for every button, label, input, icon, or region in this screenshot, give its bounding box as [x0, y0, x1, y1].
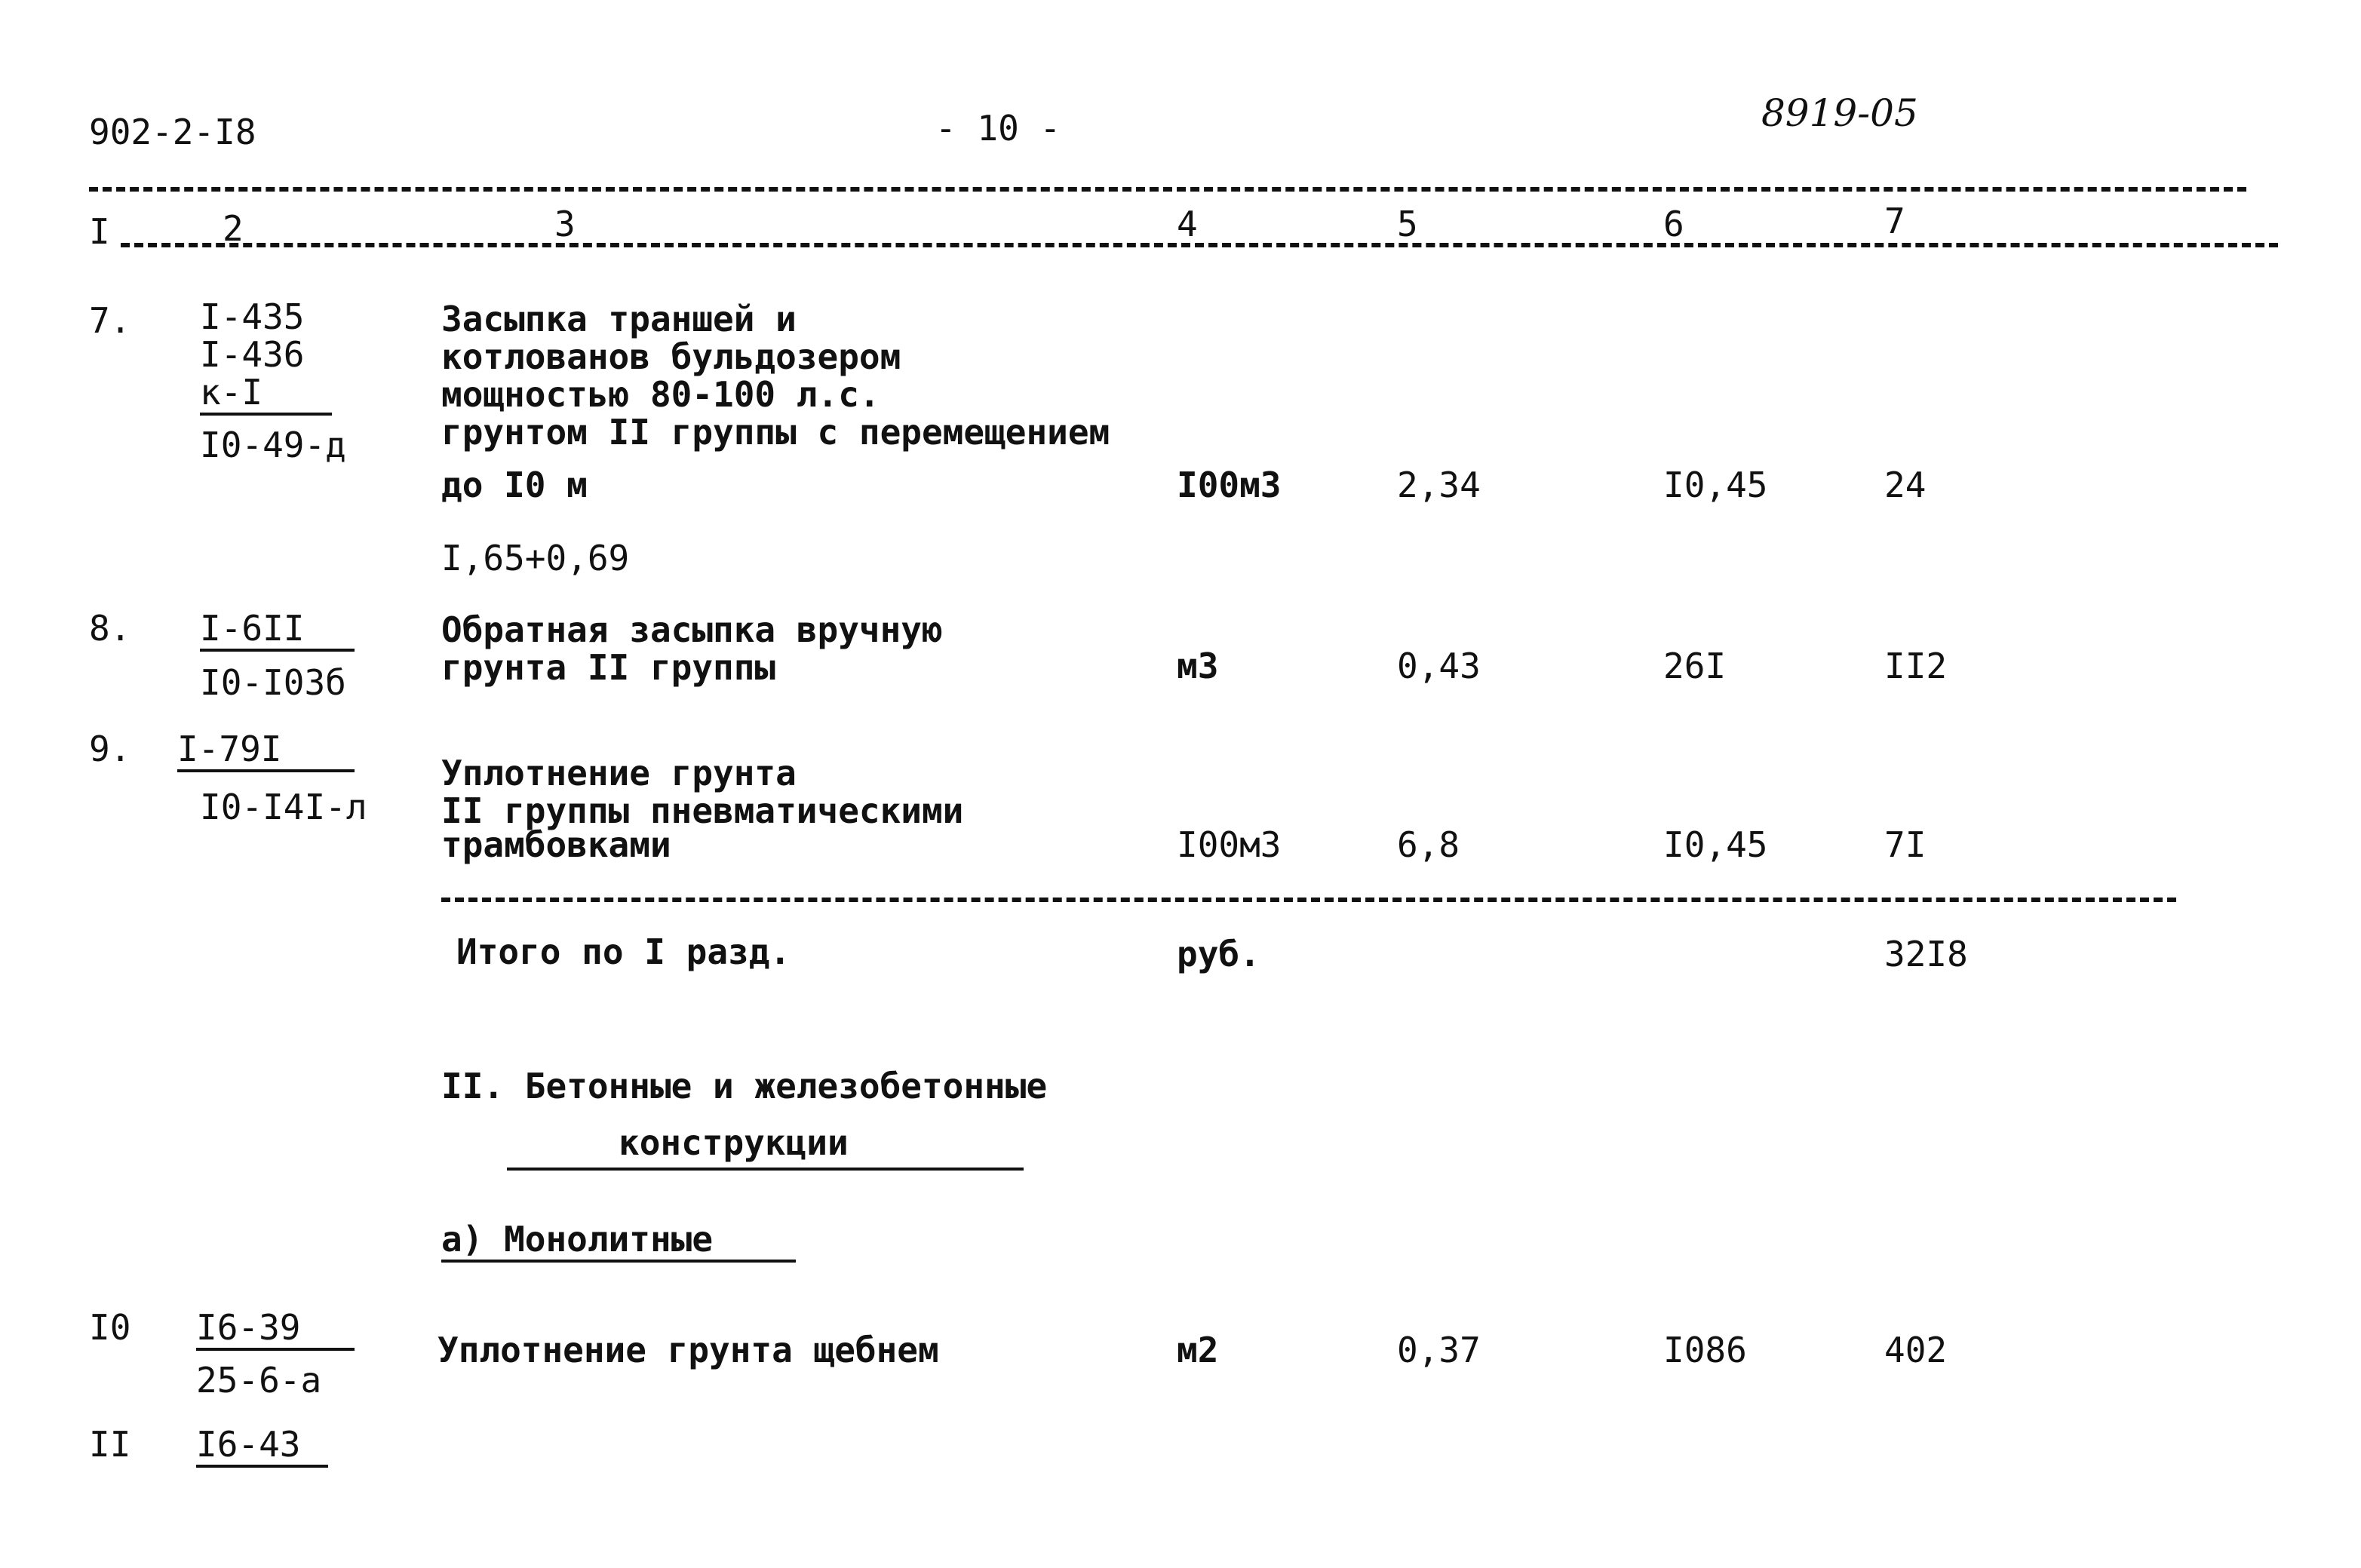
norm-code: I0-I03б — [200, 662, 346, 703]
subsection-title-text: а) Монолитные — [441, 1220, 796, 1263]
unit-price: I0,45 — [1663, 824, 1768, 865]
norm-code-underlined: I6-43 — [196, 1425, 328, 1468]
row-number: 8. — [89, 608, 131, 649]
norm-code — [200, 609, 355, 652]
unit: м3 — [1177, 646, 1219, 686]
quantity: 2,34 — [1397, 465, 1481, 505]
norm-code-underlined: I-6II — [200, 609, 355, 652]
total-cost: 402 — [1884, 1330, 1948, 1370]
work-description: грунта II группы — [441, 647, 776, 688]
subtotal-rule — [441, 898, 2176, 902]
norm-code: 25-6-а — [196, 1360, 322, 1401]
row-number: 9. — [89, 729, 131, 769]
work-description: грунтом II группы с перемещением — [441, 412, 1110, 453]
norm-code — [177, 730, 355, 772]
unit: I00м3 — [1177, 824, 1282, 865]
column-number-1: I — [89, 211, 110, 252]
section-title: II. Бетонные и железобетонные — [441, 1066, 1048, 1106]
work-description: мощностью 80-100 л.с. — [441, 374, 880, 415]
unit-price: I0,45 — [1663, 465, 1768, 505]
section-title-continued: конструкции — [619, 1122, 849, 1163]
quantity: 0,43 — [1397, 646, 1481, 686]
page-number: - 10 - — [935, 108, 1061, 149]
norm-code — [196, 1309, 355, 1351]
column-number-2: 2 — [223, 208, 244, 249]
column-number-5: 5 — [1397, 204, 1418, 244]
work-description: трамбовками — [441, 824, 671, 865]
subsection-title — [441, 1220, 796, 1263]
column-number-4: 4 — [1177, 204, 1198, 244]
unit-price: I086 — [1663, 1330, 1747, 1370]
total-cost: II2 — [1884, 646, 1948, 686]
norm-code: I-435 — [200, 296, 305, 337]
total-cost: 24 — [1884, 465, 1927, 505]
unit: м2 — [1177, 1330, 1219, 1370]
norm-code-underlined: I-79I — [177, 730, 355, 772]
norm-code-underlined: I6-39 — [196, 1309, 355, 1351]
norm-code: I-436 — [200, 334, 305, 375]
subtotal-unit: руб. — [1177, 934, 1260, 974]
work-description: Обратная засыпка вручную — [441, 609, 943, 650]
work-description: II группы пневматическими — [441, 790, 964, 831]
calculation-note: I,65+0,69 — [441, 538, 630, 578]
work-description: Засыпка траншей и — [441, 299, 797, 339]
total-cost: 7I — [1884, 824, 1927, 865]
norm-code — [200, 373, 332, 416]
quantity: 6,8 — [1397, 824, 1460, 865]
work-description: Уплотнение грунта щебнем — [438, 1330, 939, 1370]
header-rule-bottom — [121, 243, 2278, 247]
unit: I00м3 — [1177, 465, 1282, 505]
subtotal-label: Итого по I разд. — [456, 931, 791, 972]
row-number: 7. — [89, 300, 131, 341]
column-number-7: 7 — [1884, 201, 1905, 241]
section-title-underline — [507, 1168, 1024, 1171]
norm-code: I0-I4I-л — [200, 787, 367, 827]
norm-code-underlined: к-I — [200, 373, 332, 416]
norm-code — [196, 1425, 328, 1468]
subtotal-total: 32I8 — [1884, 934, 1968, 974]
document-code: 902-2-I8 — [89, 112, 256, 152]
column-number-6: 6 — [1663, 204, 1684, 244]
norm-code: I0-49-д — [200, 425, 346, 465]
unit-price: 26I — [1663, 646, 1727, 686]
row-number: II — [89, 1424, 131, 1465]
work-description: Уплотнение грунта — [441, 753, 797, 793]
work-description: котлованов бульдозером — [441, 336, 901, 377]
sheet-number: 8919-05 — [1761, 91, 1918, 135]
column-number-3: 3 — [554, 204, 576, 244]
header-rule-top — [89, 187, 2246, 192]
row-number: I0 — [89, 1307, 131, 1348]
quantity: 0,37 — [1397, 1330, 1481, 1370]
work-description: до I0 м — [441, 465, 588, 505]
